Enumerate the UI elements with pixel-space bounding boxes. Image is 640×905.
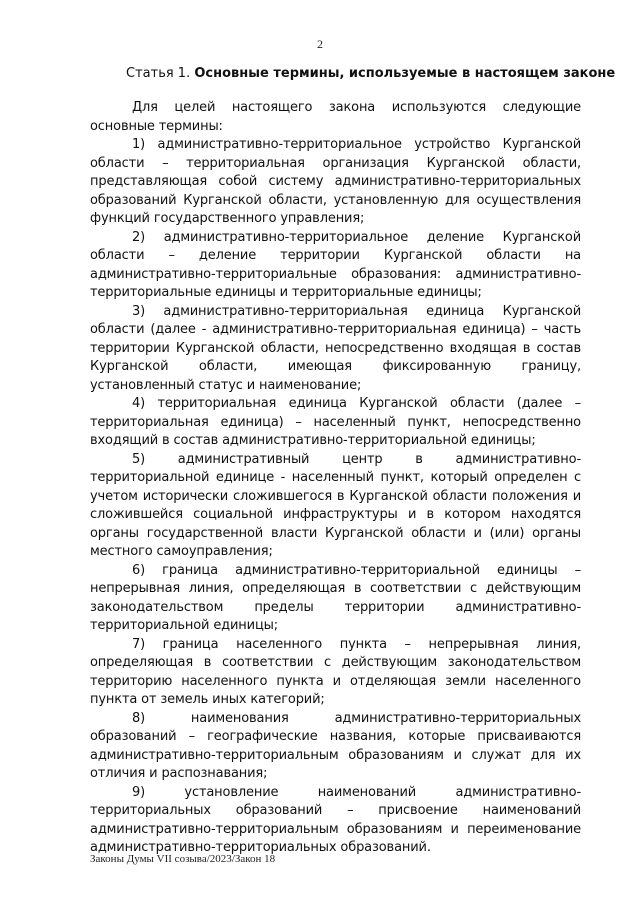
page-number: 2 <box>317 37 323 51</box>
article-title <box>126 66 615 82</box>
definition-item-3: 3) административно-территориальная единица Курганской области (далее - административно-территориальная единица) – часть территории Курганской области, непосредственно входящая в состав Курганской области, имеющая фиксированную границу, установленный статус и наименование; <box>90 303 581 393</box>
document-footer: Законы Думы VII созыва/2023/Закон 18 <box>90 853 276 865</box>
definition-item-2: 2) административно-территориальное деление Курганской области – деление территории Курганской области на административно-территориальные образования: административно-территориальные единицы и территориальные единицы; <box>90 229 581 300</box>
definition-item-5: 5) административный центр в административно-территориальной единице - населенный пункт, который определен с учетом исторически сложившегося в Курганской области положения и сложившейся социальной инфраструктуры и в котором находятся органы государственной власти Курганской области и (или) органы местного самоуправления; <box>90 451 581 559</box>
article-heading: Основные термины, используемые в настоящем законе <box>194 66 616 81</box>
definition-item-6: 6) граница административно-территориальной единицы – непрерывная линия, определяющая в соответствии с действующим законодательством пределы территории административно-территориальной единицы; <box>90 562 581 633</box>
article-label: Статья 1. <box>126 66 191 81</box>
definition-item-7: 7) граница населенного пункта – непрерывная линия, определяющая в соответствии с действующим законодательством территорию населенного пункта и отделяющая земли населенного пункта от земель иных категорий; <box>90 636 581 707</box>
intro-paragraph: Для целей настоящего закона используются следующие основные термины: <box>90 100 581 134</box>
definition-item-9: 9) установление наименований административно-территориальных образований – присвоение наименований административно-территориальным образованиям и переименование административно-территориальных образований. <box>90 784 581 855</box>
definition-item-4: 4) территориальная единица Курганской области (далее – территориальная единица) – населенный пункт, непосредственно входящий в состав административно-территориальной единицы; <box>90 396 581 448</box>
article-body <box>90 99 581 858</box>
definition-item-1: 1) административно-территориальное устройство Курганской области – территориальная организация Курганской области, представляющая собой систему административно-территориальных образований Курганской области, установленную для осуществления функций государственного управления; <box>90 137 581 226</box>
definition-item-8: 8) наименования административно-территориальных образований – географические названия, которые присваиваются административно-территориальным образованиям и служат для их отличия и распознавания; <box>90 710 581 781</box>
